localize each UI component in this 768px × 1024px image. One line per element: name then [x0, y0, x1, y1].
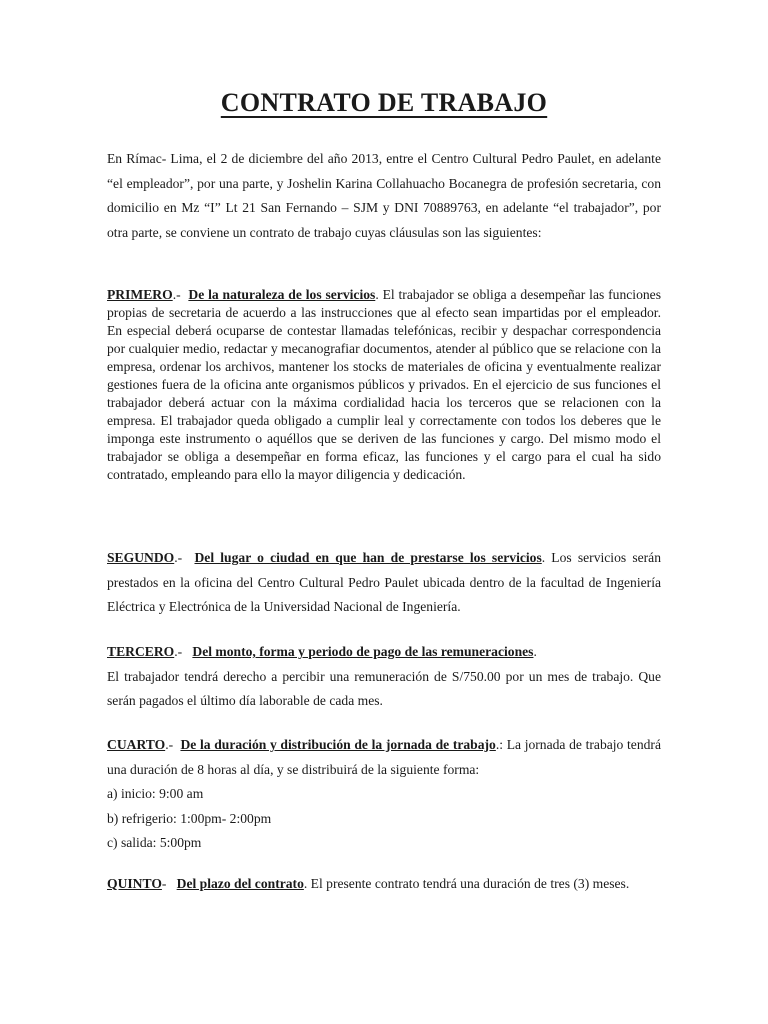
clause-label: PRIMERO [107, 287, 173, 302]
intro-paragraph: En Rímac- Lima, el 2 de diciembre del año 2013, entre el Centro Cultural Pedro Paulet, en adelante “el empleador”, por una parte, y Joshelin Karina Collahuacho Bocanegra de profesión secretaria, con domicilio en Mz “I” Lt 21 San Fernando – SJM y DNI 70889763, en adelante “el trabajador”, por otra parte, se conviene un contrato de trabajo cuyas cláusulas son las siguientes: [107, 151, 661, 240]
clause-text: Los servicios serán prestados en la oficina del Centro Cultural Pedro Paulet ubicada dentro de la facultad de Ingeniería Eléctrica y Electrónica de la Universidad Nacional de Ingeniería. [107, 550, 662, 614]
clause-heading-end: . [375, 287, 379, 302]
clause-tercero [107, 640, 661, 714]
clause-text: El presente contrato tendrá una duración de tres (3) meses. [307, 876, 630, 891]
clause-heading-end: .: [495, 737, 504, 752]
clause-heading: Del plazo del contrato [176, 876, 304, 891]
clause-label: QUINTO [107, 876, 162, 891]
clause-label: TERCERO [107, 644, 175, 659]
clause-sep: .- [172, 287, 181, 302]
clause-text: La jornada de trabajo tendrá una duración de 8 horas al día, y se distribuirá de la siguiente forma: [107, 737, 661, 777]
document-title: CONTRATO DE TRABAJO [220, 88, 548, 117]
clause-heading: Del lugar o ciudad en que han de prestarse los servicios [194, 550, 542, 565]
clause-heading: De la duración y distribución de la jornada de trabajo [180, 737, 496, 752]
clause-heading-end: . [541, 550, 546, 565]
clause-heading: De la naturaleza de los servicios [188, 287, 376, 302]
clause-quinto [107, 872, 661, 897]
clause-text: El trabajador tendrá derecho a percibir una remuneración de S/750.00 por un mes de trabajo. Que serán pagados el último día laborable de cada mes. [107, 668, 661, 708]
clause-heading: Del monto, forma y periodo de pago de las remuneraciones [192, 644, 534, 659]
clause-segundo [107, 546, 661, 620]
clause-sep: .- [174, 644, 183, 659]
clause-label: CUARTO [107, 737, 166, 752]
clause-text: El trabajador se obliga a desempeñar las funciones propias de secretaria de acuerdo a las instrucciones que al efecto sean impartidas por el empleador. En especial deberá ocuparse de contestar llamadas telefónicas, recibir y despachar correspondencia por cualquier medio, redactar y mecanografiar documentos, atender al público que se relacione con la empresa, ordenar los archivos, mantener los stocks de materiales de oficina y eventualmente realizar gestiones fuera de la oficina ante organismos públicos y privados. En el ejercicio de sus funciones el trabajador deberá actuar con la máxima cordialidad hacia los terceros que se relacionen con la empresa. El trabajador queda obligado a cumplir leal y correctamente con todos los deberes que le imponga este instrumento o aquéllos que se deriven de las funciones y cargo. Del mismo modo el trabajador se obliga a desempeñar en forma eficaz, las funciones y el cargo para el cual ha sido contratado, empleando para ello la mayor diligencia y dedicación. [107, 287, 661, 482]
clause-cuarto [107, 733, 661, 856]
clause-sep: - [161, 876, 167, 891]
schedule-item: a) inicio: 9:00 am [107, 786, 204, 801]
clause-heading-end: . [303, 876, 308, 891]
clause-sep: .- [165, 737, 174, 752]
schedule-item: b) refrigerio: 1:00pm- 2:00pm [107, 810, 272, 826]
clause-primero [107, 286, 661, 484]
schedule-item: c) salida: 5:00pm [107, 835, 202, 850]
clause-heading-end: . [533, 644, 537, 659]
clause-sep: .- [174, 550, 183, 565]
clause-label: SEGUNDO [107, 550, 175, 565]
